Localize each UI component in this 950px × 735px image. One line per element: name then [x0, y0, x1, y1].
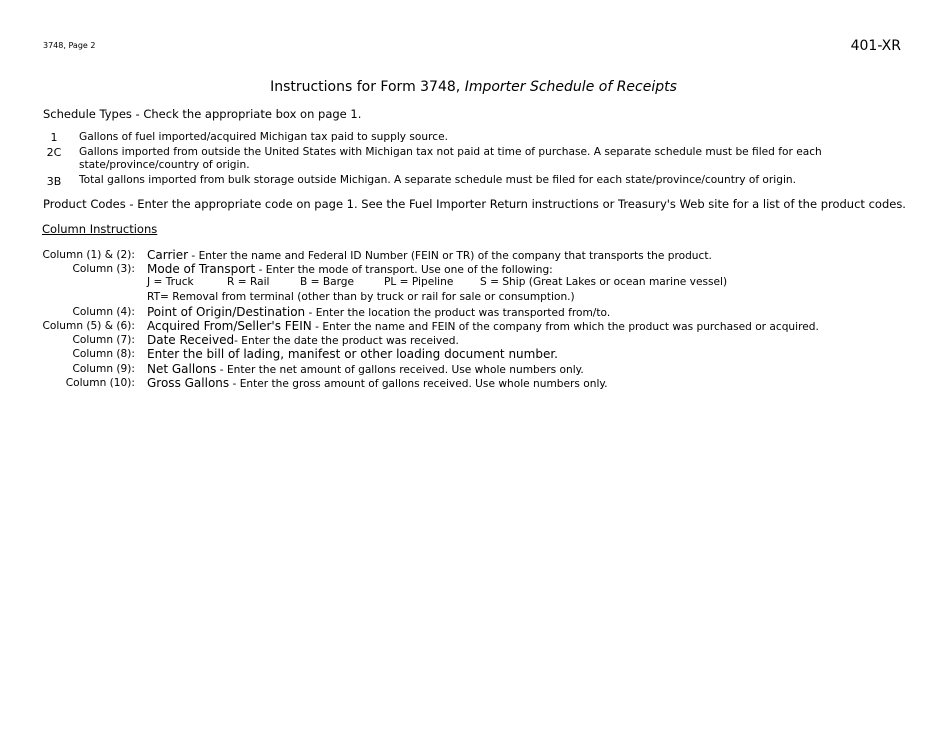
- column-label: Column (9):: [72, 363, 135, 375]
- column-description: [147, 305, 610, 320]
- title-prefix: Instructions for Form 3748,: [270, 79, 465, 95]
- column-field-name: Point of Origin/Destination: [147, 305, 306, 319]
- column-field-name: Carrier: [147, 248, 189, 262]
- column-field-name: Mode of Transport: [147, 262, 256, 276]
- column-description: [147, 248, 712, 263]
- transport-option-pipeline: PL = Pipeline: [384, 276, 454, 288]
- column-field-text: - Enter the name and Federal ID Number (FEIN or TR) of the company that transports the product.: [188, 250, 712, 262]
- column-description: [147, 319, 819, 334]
- form-code: 401-XR: [850, 38, 901, 54]
- column-description: [147, 333, 459, 348]
- transport-option-rail: R = Rail: [227, 276, 270, 288]
- schedule-types-heading: Schedule Types - Check the appropriate box on page 1.: [43, 107, 362, 121]
- transport-mode-options: [147, 276, 847, 290]
- column-field-name: Gross Gallons: [147, 376, 230, 390]
- title-italic: Importer Schedule of Receipts: [464, 79, 677, 95]
- column-instructions-heading: Column Instructions: [42, 222, 158, 236]
- column-description: [147, 362, 584, 377]
- column-label: Column (4):: [72, 306, 135, 318]
- column-field-text: - Enter the date the product was received.: [234, 335, 459, 347]
- column-field-text: - Enter the mode of transport. Use one of the following:: [255, 264, 553, 276]
- column-field-name: Date Received: [147, 333, 235, 347]
- column-field-name: Acquired From/Seller's FEIN: [147, 319, 312, 333]
- column-field-text: - Enter the net amount of gallons received. Use whole numbers only.: [216, 364, 584, 376]
- schedule-type-description: Total gallons imported from bulk storage outside Michigan. A separate schedule must be filed for each state/province/country of origin.: [79, 174, 796, 186]
- schedule-type-description: Gallons imported from outside the United States with Michigan tax not paid at time of purchase. A separate schedule must be filed for each state/province/country of origin.: [79, 146, 822, 171]
- column-description: [147, 376, 608, 391]
- schedule-type-code: 3B: [46, 175, 62, 188]
- schedule-type-description: Gallons of fuel imported/acquired Michigan tax paid to supply source.: [79, 131, 448, 143]
- column-description: [147, 262, 553, 277]
- transport-option-terminal-removal: RT= Removal from terminal (other than by truck or rail for sale or consumption.): [147, 291, 575, 303]
- column-label: Column (10):: [65, 377, 135, 389]
- column-label: Column (5) & (6):: [42, 320, 135, 332]
- transport-option-truck: J = Truck: [147, 276, 194, 288]
- column-label: Column (1) & (2):: [42, 249, 135, 261]
- column-field-name: Enter the bill of lading, manifest or other loading document number.: [147, 347, 558, 361]
- product-codes-instructions: Product Codes - Enter the appropriate code on page 1. See the Fuel Importer Return instructions or Treasury's Web site for a list of the product codes.: [43, 197, 906, 211]
- column-field-name: Net Gallons: [147, 362, 217, 376]
- column-field-text: - Enter the location the product was transported from/to.: [305, 307, 611, 319]
- transport-option-barge: B = Barge: [300, 276, 355, 288]
- column-label: Column (3):: [72, 263, 135, 275]
- column-label: Column (8):: [72, 348, 135, 360]
- page-reference: 3748, Page 2: [43, 41, 96, 50]
- transport-option-ship: S = Ship (Great Lakes or ocean marine vessel): [480, 276, 728, 288]
- schedule-type-code: 1: [50, 131, 58, 144]
- schedule-type-code: 2C: [46, 146, 62, 159]
- column-field-text: - Enter the name and FEIN of the company from which the product was purchased or acquired.: [311, 321, 819, 333]
- column-description: [147, 347, 558, 362]
- page-title: [0, 79, 947, 95]
- column-field-text: - Enter the gross amount of gallons received. Use whole numbers only.: [229, 378, 608, 390]
- column-label: Column (7):: [72, 334, 135, 346]
